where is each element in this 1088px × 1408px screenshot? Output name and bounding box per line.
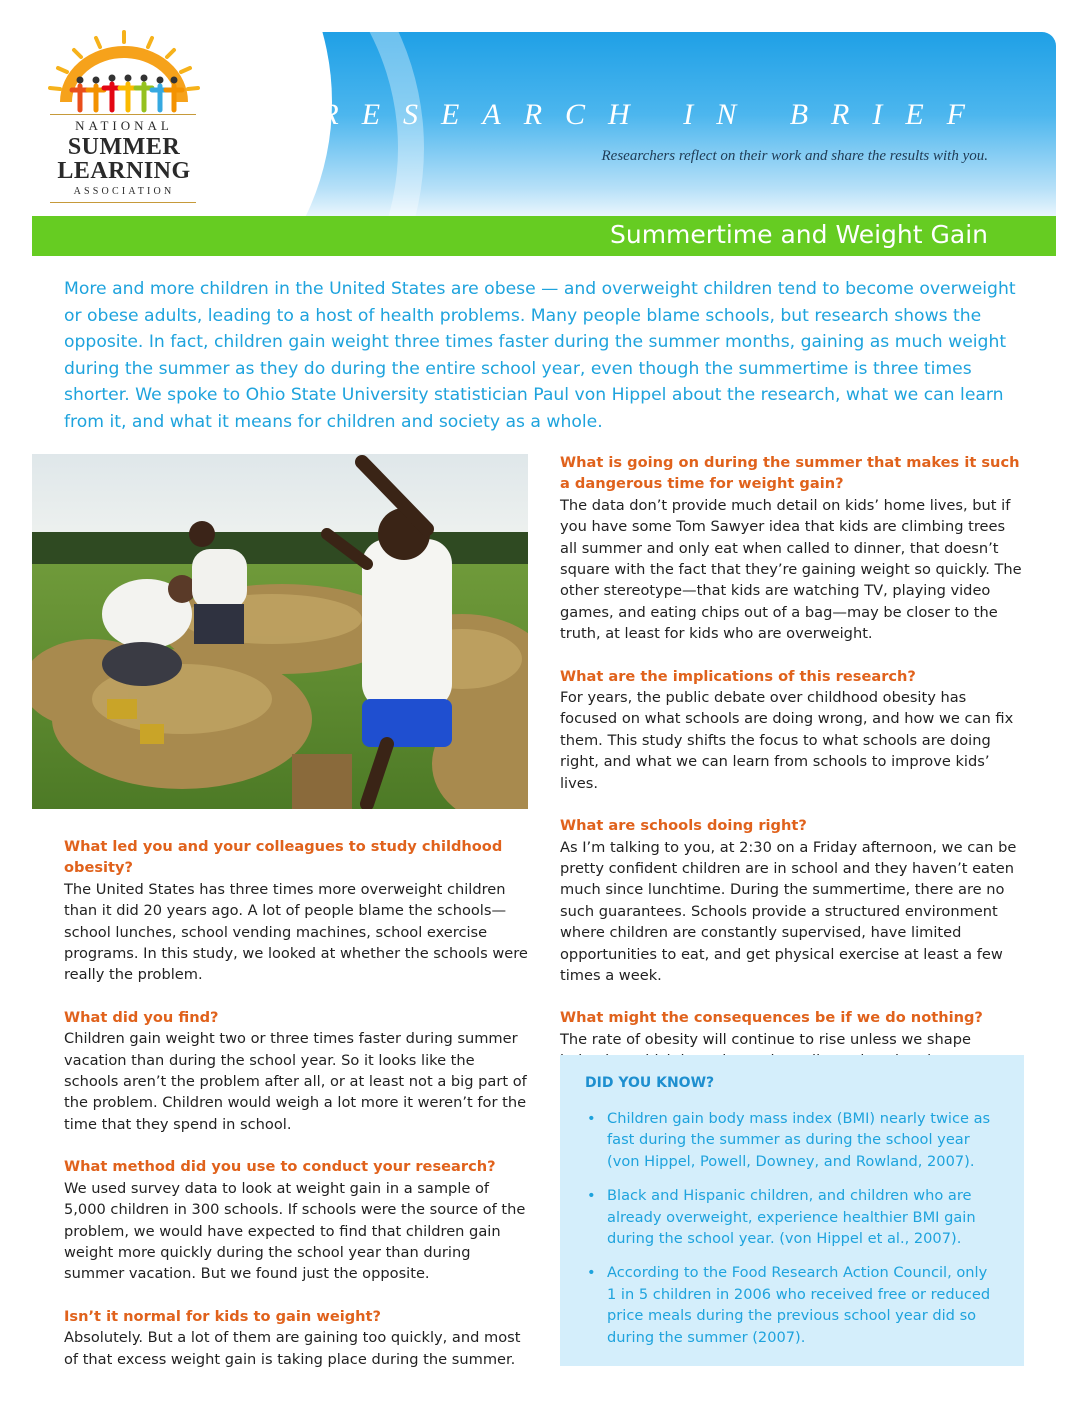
- question: What are schools doing right?: [560, 817, 807, 835]
- qa-block: [64, 1007, 530, 1135]
- question: Isn’t it normal for kids to gain weight?: [64, 1307, 382, 1325]
- answer: The rate of obesity will continue to rise unless we shape: [560, 1030, 971, 1048]
- answer: The data don’t provide much detail on kids’ home lives, but if you have some Tom Sawyer idea that kids are climbing trees all summer and only eat when called to dinner, that doesn’t square with the fact that they’re gaining weight so quickly. The other stereotype—that kids are watching TV, playing video games, and eating chips out of a bag—may be closer to the truth, at least for kids who are overweight.: [560, 496, 1022, 643]
- logo-rule: [50, 114, 196, 115]
- qa-block: [560, 666, 1026, 794]
- qa-block: [64, 1306, 530, 1370]
- series-subtitle: Researchers reflect on their work and share the results with you.: [601, 148, 988, 164]
- answer: As I’m talking to you, at 2:30 on a Friday afternoon, we can be pretty confident children are in school and they haven’t eaten much since lunchtime. During the summertime, there are no such guarantees. Schools provide a structured environment where children are constantly supervised, have limited opportunities to eat, and get physical exercise at least a few times a week.: [560, 838, 1017, 984]
- question: What did you find?: [64, 1008, 219, 1026]
- question: What is going on during the summer that makes it such a dangerous time for weight gain?: [560, 454, 1020, 493]
- intro-paragraph: More and more children in the United States are obese — and overweight children tend to become overweight or obese adults, leading to a host of health problems. Many people blame schools, but research shows the opposite. In fact, children gain weight three times faster during the summer months, gaining as much weight during the summer as they do during the entire school year, even though the summertime is three times shorter. We spoke to Ohio State University statistician Paul von Hippel about the research, what we can learn from it, and what it means for children and society as a whole.: [64, 279, 1016, 432]
- answer: The United States has three times more overweight children than it did 20 years ago. A lot of people blame the schools—school lunches, school vending machines, school exercise programs. In this study, we looked at whether the schools were really the problem.: [64, 880, 528, 984]
- bullet-icon: •: [587, 1264, 596, 1282]
- page-title: Summertime and Weight Gain: [609, 220, 988, 249]
- did-you-know-text: Children gain body mass index (BMI) nearly twice as fast during the summer as during the school year (von Hippel, Powell, Downey, and Rowland, 2007).: [607, 1110, 991, 1170]
- logo-rule: [50, 202, 196, 203]
- bullet-icon: •: [587, 1110, 596, 1127]
- answer: We used survey data to look at weight gain in a sample of 5,000 children in 300 schools. If schools were the source of the problem, we would have expected to find that children gain weight more quickly during the school year than during summer vacation. But we found just the opposite.: [64, 1179, 526, 1283]
- title-bar: [32, 216, 1056, 256]
- question: What might the consequences be if we do nothing?: [560, 1009, 983, 1027]
- qa-block: [64, 836, 530, 986]
- qa-block: [64, 1156, 530, 1284]
- right-column: [560, 452, 1026, 1093]
- photo-illustration: [32, 454, 528, 809]
- did-you-know-item: [585, 1185, 995, 1249]
- nsla-logo: [44, 30, 204, 210]
- question: What are the implications of this research?: [560, 667, 916, 685]
- did-you-know-item: [585, 1108, 995, 1172]
- did-you-know-text: Black and Hispanic children, and children who are already overweight, experience healthier BMI gain during the school year. (von Hippel et al., 2007).: [607, 1187, 976, 1248]
- qa-block: [560, 452, 1026, 645]
- did-you-know-item: [585, 1262, 995, 1348]
- answer: Absolutely. But a lot of them are gaining too quickly, and most of that excess weight gain is taking place during the summer.: [64, 1329, 521, 1368]
- series-title: RESEARCH IN BRIEF: [320, 98, 988, 131]
- did-you-know-title: DID YOU KNOW?: [585, 1075, 715, 1091]
- sun-figures-icon: [44, 30, 204, 114]
- logo-text-learning: LEARNING: [57, 158, 191, 184]
- did-you-know-list: [585, 1108, 995, 1361]
- children-hay-bales-photo: [32, 454, 528, 809]
- left-column: [64, 836, 530, 1391]
- question: What led you and your colleagues to study childhood obesity?: [64, 838, 503, 877]
- logo-text-national: NATIONAL: [75, 118, 173, 133]
- answer: For years, the public debate over childhood obesity has focused on what schools are doing wrong, and how we can fix them. This study shifts the focus to what schools are doing right, and what we can learn from schools to improve kids’ lives.: [560, 689, 1014, 792]
- logo-text-association: ASSOCIATION: [73, 186, 175, 197]
- qa-block: [560, 815, 1026, 986]
- did-you-know-text: According to the Food Research Action Council, only 1 in 5 children in 2006 who received free or reduced price meals during the previous school year did so during the summer (2007).: [607, 1264, 991, 1346]
- did-you-know-box: [560, 1055, 1024, 1366]
- answer: Children gain weight two or three times faster during summer vacation than during the school year. So it looks like the schools aren’t the problem after all, or at least not a big part of the problem. Children would weigh a lot more it weren’t for the time that they spend in school.: [64, 1030, 527, 1133]
- logo-text-summer: SUMMER: [67, 134, 181, 160]
- bullet-icon: •: [587, 1187, 596, 1205]
- question: What method did you use to conduct your research?: [64, 1158, 496, 1176]
